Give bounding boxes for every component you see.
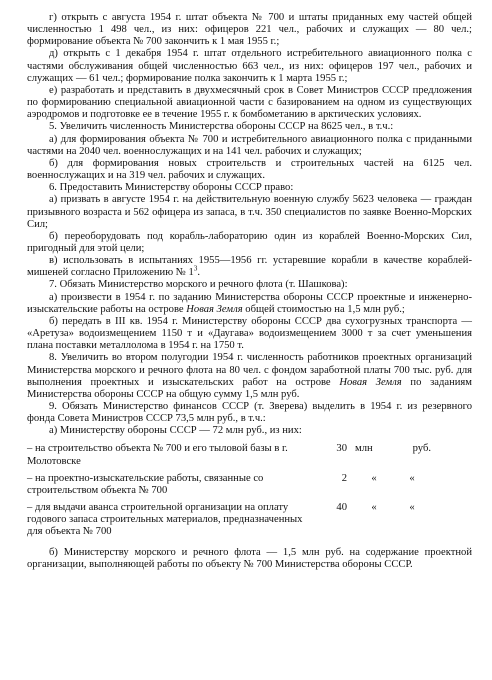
- allocation-row: [27, 443, 472, 467]
- allocation-unit: «: [371, 472, 377, 484]
- allocation-desc: – для выдачи аванса строительной организации на оплату годового запаса строительных материалов, предназначенных для объекта № 700: [27, 502, 303, 538]
- allocation-currency: «: [409, 502, 415, 514]
- allocation-currency: руб.: [412, 443, 431, 455]
- island-name: Новая Земля: [339, 376, 402, 388]
- paragraph-7a: [27, 292, 472, 316]
- allocation-desc: – на строительство объекта № 700 и его тыловой базы в г. Молотовске: [27, 443, 288, 467]
- island-name: Новая Земля: [186, 303, 243, 315]
- paragraph-7b: б) передать в III кв. 1954 г. Министерству обороны СССР два сухогрузных транспорта — «Аретуза» водоизмещением 1150 т и «Даугава» водоизмещением 3000 т за счет уменьшения плана поставки металлолома в 1954 г. на 1750 т.: [27, 315, 472, 352]
- paragraph-6b: б) переоборудовать под корабль-лабораторию один из кораблей Военно-Морских Сил, пригодный для этой цели;: [27, 230, 472, 254]
- paragraph-9b: б) Министерству морского и речного флота — 1,5 млн руб. на содержание проектной организации, выполняющей работы по объекту № 700 Министерства обороны СССР.: [27, 546, 472, 570]
- allocation-list: [27, 443, 472, 538]
- paragraph-8-pre: 8. Увеличить во втором полугодии 1954 г. численность работников проектных организаций Министерства морского и речного флота на 80 чел. с фондом заработной платы 700 тыс. руб. для выполнения проектных и изыскательских работ на острове: [27, 352, 472, 388]
- paragraph-5b: б) для формирования новых строительств и строительных частей на 6125 чел. военнослужащих и на 319 чел. рабочих и служащих.: [27, 157, 472, 182]
- allocation-amount: 40: [336, 502, 347, 514]
- paragraph-7a-pre: а) произвести в 1954 г. по заданию Министерства обороны СССР проектные и инженерно-изыскательские работы на острове: [27, 291, 472, 315]
- paragraph-5: 5. Увеличить численность Министерства обороны СССР на 8625 чел., в т.ч.:: [49, 121, 394, 133]
- paragraph-4e: е) разработать и представить в двухмесячный срок в Совет Министров СССР предложения по формированию специальной авиационной части с базированием на одном из существующих аэродромов и подготовке ее в течение 1955 г. к бомбометанию в арктических условиях.: [27, 84, 472, 121]
- paragraph-8-post: по заданиям Министерства обороны СССР на общую сумму 1,5 млн руб.: [27, 376, 472, 400]
- allocation-row: [27, 502, 472, 538]
- footnote-ref: 3: [193, 264, 198, 273]
- allocation-row: [27, 473, 472, 497]
- paragraph-5a: а) для формирования объекта № 700 и истребительного авиационного полка с приданными частями на 2040 чел. военнослужащих и на 141 чел. рабочих и служащих;: [27, 133, 472, 157]
- allocation-amount: 2: [341, 472, 347, 484]
- allocation-unit: «: [371, 502, 377, 514]
- paragraph-4d: д) открыть с 1 декабря 1954 г. штат отдельного истребительного авиационного полка с частями обслуживания общей численностью 663 чел., из них: офицеров 197 чел., рабочих и служащих — 61 чел.; формирование полка закончить к 1 марта 1955 г.;: [27, 48, 472, 84]
- paragraph-7a-post: общей стоимостью на 1,5 млн руб.;: [242, 303, 405, 315]
- allocation-desc: – на проектно-изыскательские работы, связанные со строительством объекта № 700: [27, 472, 264, 496]
- paragraph-6a: а) призвать в августе 1954 г. на действительную военную службу 5623 человека — граждан призывного возраста и 562 офицера из запаса, в т.ч. 350 специалистов по заявке Военно-Морских Сил;: [27, 194, 472, 230]
- paragraph-8: [27, 352, 472, 401]
- paragraph-6c-end: .: [197, 267, 200, 279]
- paragraph-4g: г) открыть с августа 1954 г. штат объекта № 700 и штаты приданных ему частей общей численностью 1 498 чел., из них: офицеров 221 чел., рабочих и служащих — 80 чел.; формирование объекта № 700 закончить к 1 мая 1955 г.;: [27, 12, 472, 48]
- paragraph-7: 7. Обязать Министерство морского и речного флота (т. Шашкова):: [49, 279, 348, 291]
- paragraph-6: 6. Предоставить Министерству обороны СССР право:: [49, 182, 294, 194]
- paragraph-6c: [27, 255, 472, 279]
- allocation-amount: 30: [336, 443, 347, 455]
- allocation-currency: «: [409, 472, 415, 484]
- allocation-unit: млн: [355, 443, 373, 455]
- paragraph-9: 9. Обязать Министерство финансов СССР (т. Зверева) выделить в 1954 г. из резервного фонда Совета Министров СССР 73,5 млн руб., в т.ч.:: [27, 401, 472, 425]
- paragraph-6c-text: в) использовать в испытаниях 1955—1956 гг. устаревшие корабли в качестве кораблей-мишеней согласно Приложению № 1: [27, 255, 472, 279]
- paragraph-9a: а) Министерству обороны СССР — 72 млн руб., из них:: [49, 425, 302, 437]
